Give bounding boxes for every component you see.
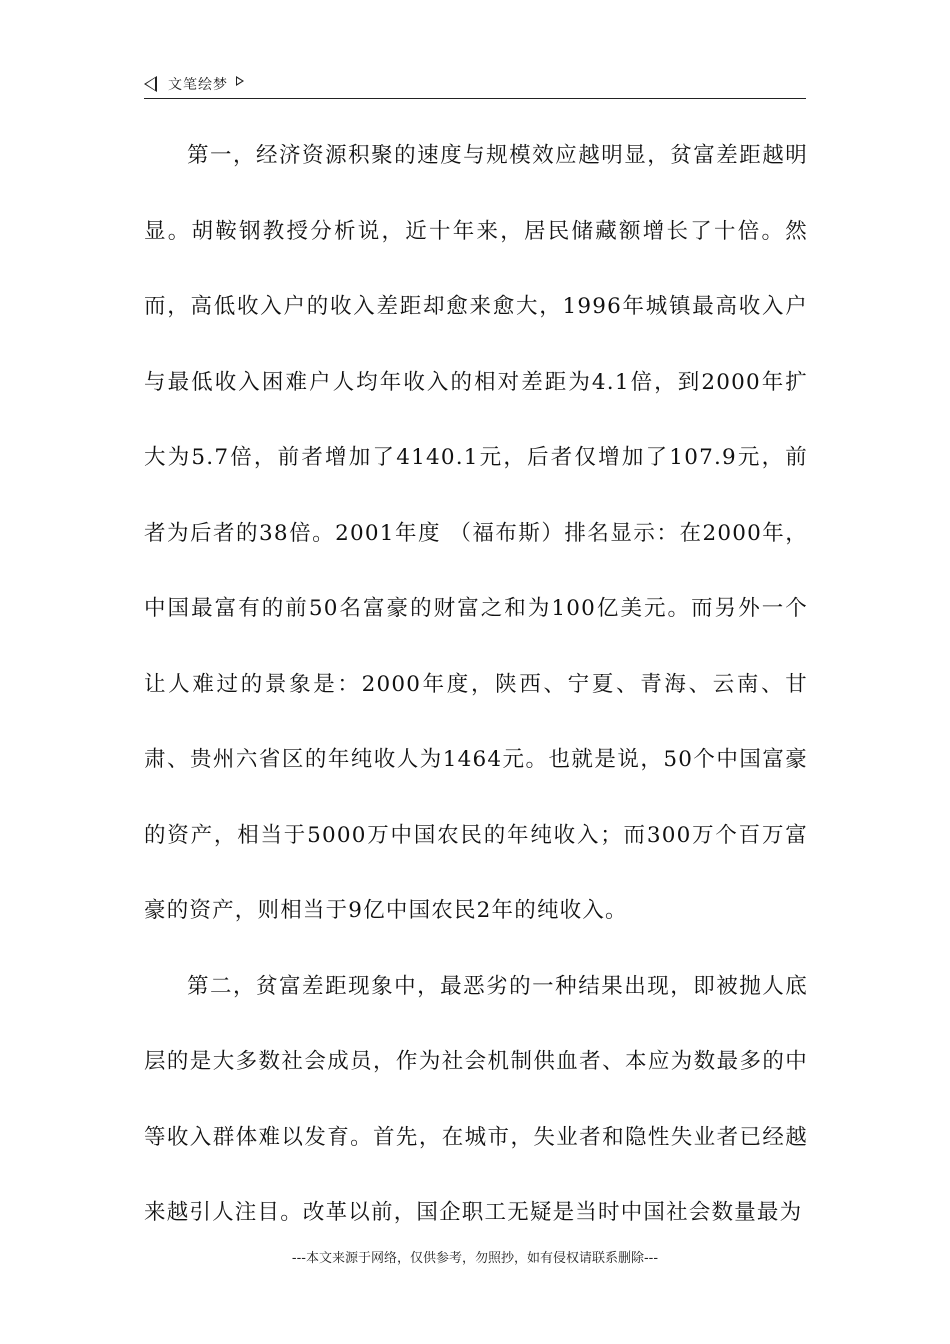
- triangle-left-icon: [144, 76, 157, 92]
- header-brand: 文笔绘梦: [168, 77, 228, 93]
- triangle-right-icon: [236, 76, 244, 86]
- footer-notice: ---本文来源于网络，仅供参考，勿照抄，如有侵权请联系删除---: [291, 1251, 659, 1266]
- page-header: [144, 72, 806, 99]
- paragraph-1: 第一，经济资源积聚的速度与规模效应越明显，贫富差距越明显。胡鞍钢教授分析说，近十年来，居民储藏额增长了十倍。然而，高低收入户的收入差距却愈来愈大，1996年城镇最高收入户与最低收入困难户人均年收入的相对差距为4.1倍，到2000年扩大为5.7倍，前者增加了4140.1元，后者仅增加了107.9元，前者为后者的38倍。2001年度 （福布斯）排名显示：在2000年，中国最富有的前50名富豪的财富之和为100亿美元。而另外一个让人难过的景象是：2000年度，陕西、宁夏、青海、云南、甘肃、贵州六省区的年纯收人为1464元。也就是说，50个中国富豪的资产，相当于5000万中国农民的年纯收入；而300万个百万富豪的资产，则相当于9亿中国农民2年的纯收入。: [144, 143, 808, 923]
- document-body: [144, 118, 808, 1251]
- paragraph-2: 第二，贫富差距现象中，最恶劣的一种结果出现，即被抛人底层的是大多数社会成员，作为社会机制供血者、本应为数最多的中等收入群体难以发育。首先，在城市，失业者和隐性失业者已经越来越引人注目。改革以前，国企职工无疑是当时中国社会数量最为: [144, 973, 808, 1225]
